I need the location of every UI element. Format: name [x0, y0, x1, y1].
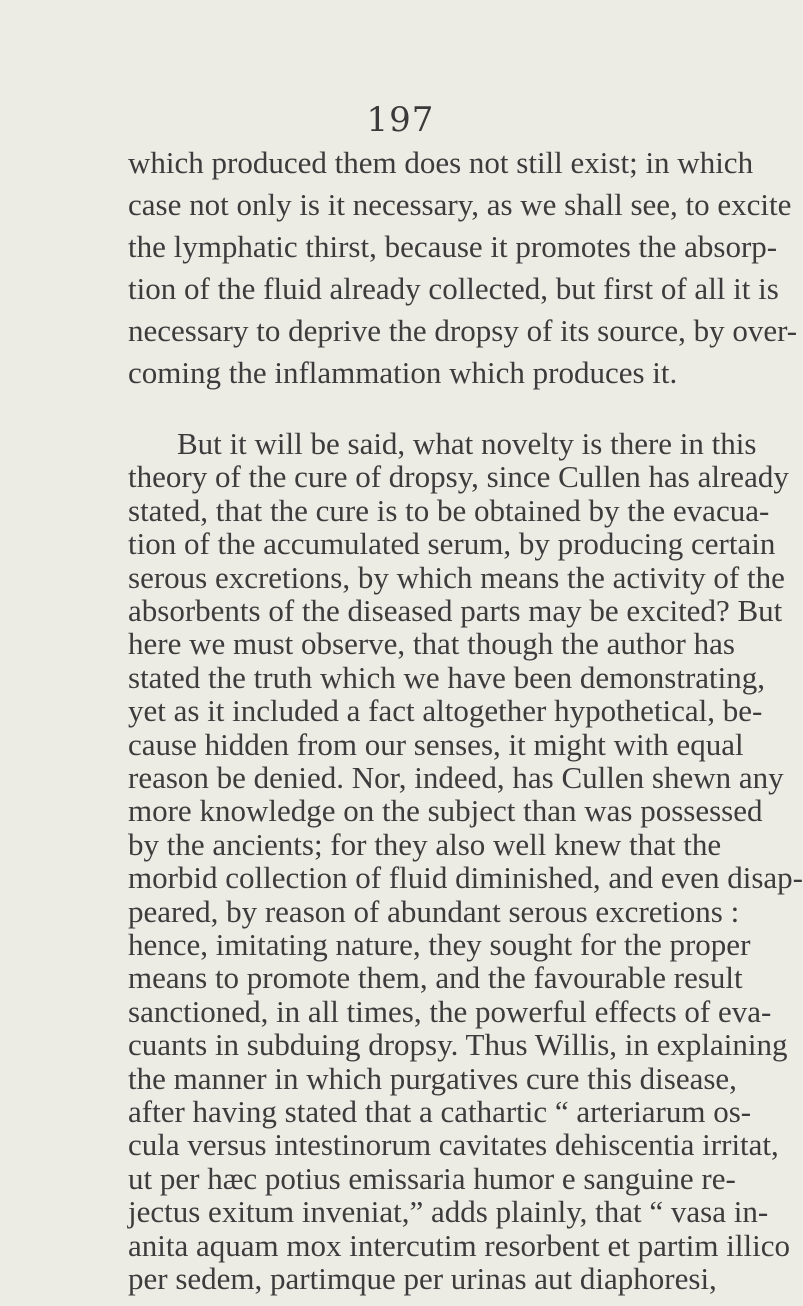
text-line: which produced them does not still exist; in which: [128, 145, 754, 180]
text-line: yet as it included a fact altogether hypothetical, be-: [128, 693, 763, 729]
text-line: peared, by reason of abundant serous excretions :: [128, 893, 740, 929]
text-line: But it will be said, what novelty is there in this: [177, 426, 757, 461]
text-line: case not only is it necessary, as we shall see, to excite: [128, 186, 792, 222]
text-line: stated, that the cure is to be obtained by the evacua-: [128, 492, 770, 528]
text-line: cuants in subduing dropsy. Thus Willis, in explaining: [128, 1027, 788, 1063]
text-line: coming the inflammation which produces it.: [128, 354, 678, 390]
text-line: tion of the accumulated serum, by producing certain: [128, 526, 776, 562]
text-line: ut per hæc potius emissaria humor e sanguine re-: [128, 1160, 736, 1196]
text-line: the lymphatic thirst, because it promotes the absorp-: [128, 228, 778, 264]
text-line: the manner in which purgatives cure this disease,: [128, 1060, 737, 1096]
text-line: theory of the cure of dropsy, since Cullen has already: [128, 459, 789, 495]
text-line: morbid collection of fluid diminished, and even disap-: [128, 860, 803, 896]
text-line: jectus exitum inveniat,” adds plainly, that “ vasa in-: [128, 1194, 769, 1230]
text-line: stated the truth which we have been demonstrating,: [128, 659, 766, 695]
text-line: tion of the fluid already collected, but first of all it is: [128, 270, 779, 306]
text-line: necessary to deprive the dropsy of its source, by over-: [128, 312, 798, 348]
text-line: absorbents of the diseased parts may be excited? But: [128, 593, 783, 628]
text-line: by the ancients; for they also well knew that the: [128, 826, 722, 862]
text-line: more knowledge on the subject than was possessed: [128, 793, 763, 829]
text-line: sanctioned, in all times, the powerful effects of eva-: [128, 993, 772, 1029]
text-line: means to promote them, and the favourable result: [128, 960, 743, 996]
text-line: here we must observe, that though the author has: [128, 626, 735, 662]
page-number: 197: [366, 100, 435, 140]
text-line: after having stated that a cathartic “ arteriarum os-: [128, 1094, 752, 1129]
text-line: hence, imitating nature, they sought for the proper: [128, 927, 751, 962]
text-line: per sedem, partimque per urinas aut diaphoresi,: [128, 1261, 717, 1296]
text-line: anita aquam mox intercutim resorbent et partim illico: [128, 1227, 790, 1263]
text-line: cause hidden from our senses, it might with equal: [128, 726, 744, 762]
text-line: serous excretions, by which means the activity of the: [128, 559, 785, 595]
text-line: cula versus intestinorum cavitates dehiscentia irritat,: [128, 1127, 779, 1163]
text-line: reason be denied. Nor, indeed, has Cullen shewn any: [128, 760, 784, 795]
